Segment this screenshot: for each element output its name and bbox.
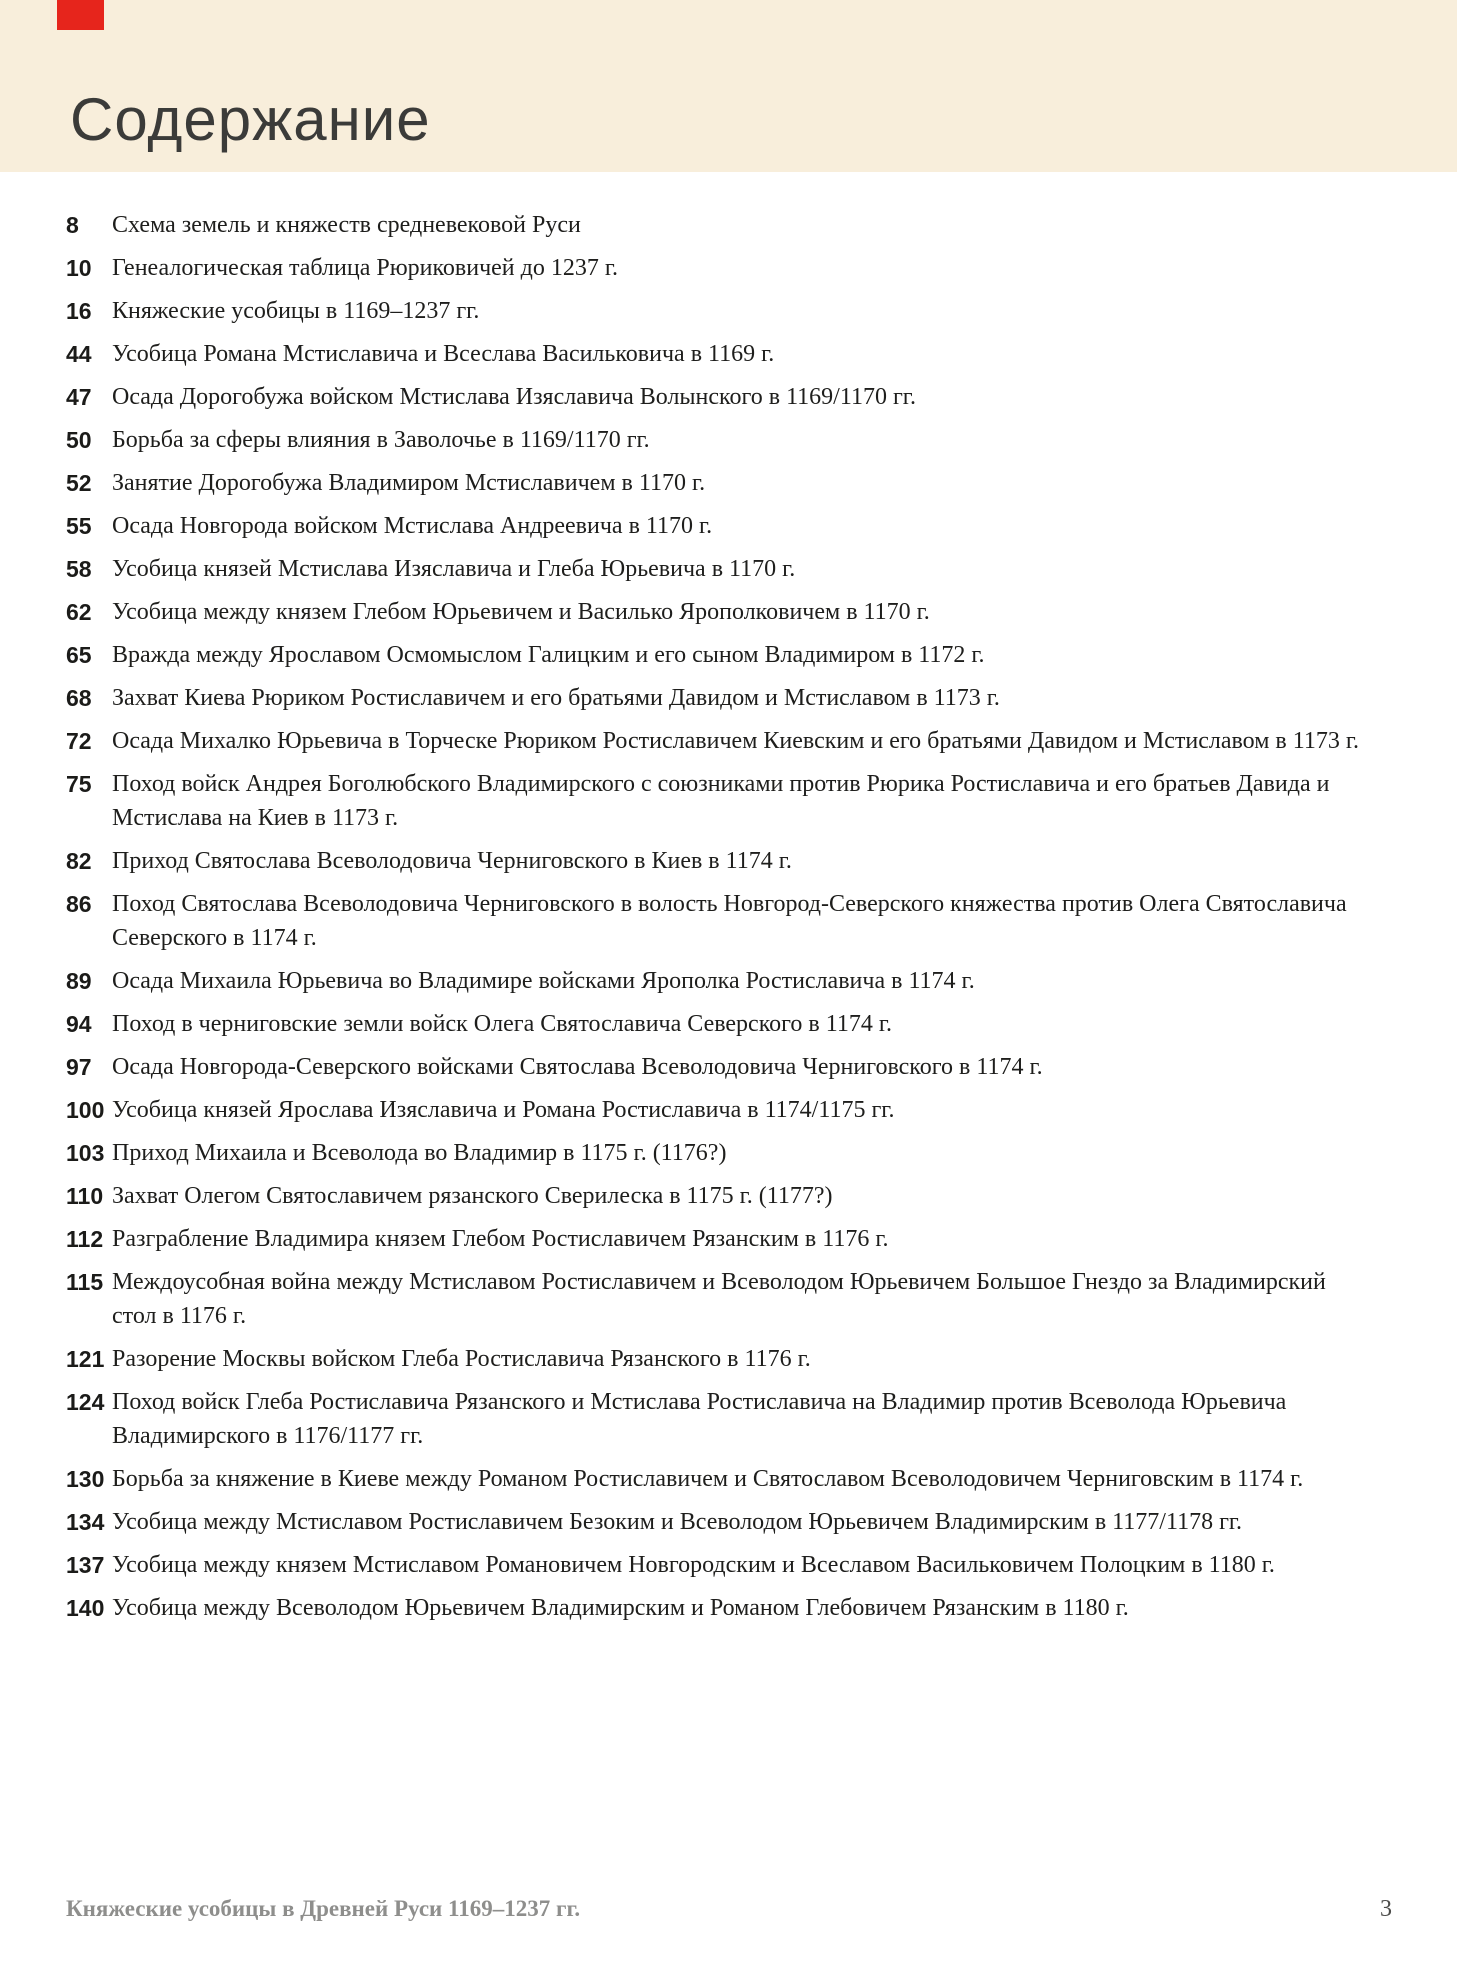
toc-entry	[66, 1093, 1396, 1127]
toc-entry-title: Усобица князей Ярослава Изяславича и Романа Ростиславича в 1174/1175 гг.	[112, 1097, 895, 1123]
toc-entry-page-number: 130	[66, 1466, 105, 1492]
toc-entry-page-number: 44	[66, 341, 92, 367]
toc-entry-page-number: 58	[66, 556, 92, 582]
toc-entry	[66, 1265, 1396, 1333]
toc-entry-title: Приход Михаила и Всеволода во Владимир в 1175 г. (1176?)	[112, 1140, 727, 1166]
toc-entry-title: Княжеские усобицы в 1169–1237 гг.	[112, 298, 480, 324]
toc-entry	[66, 208, 1396, 242]
toc-entry-title: Приход Святослава Всеволодовича Черниговского в Киев в 1174 г.	[112, 848, 792, 874]
toc-entry-page-number: 89	[66, 968, 92, 994]
toc-entry-page-number: 82	[66, 848, 92, 874]
toc-entry	[66, 681, 1396, 715]
toc-entry-page-number: 86	[66, 891, 92, 917]
toc-entry-page-number: 16	[66, 298, 92, 324]
toc-entry	[66, 595, 1396, 629]
toc-entry-page-number: 124	[66, 1389, 105, 1415]
toc-entry	[66, 1136, 1396, 1170]
footer-book-title: Княжеские усобицы в Древней Руси 1169–1237 гг.	[66, 1896, 581, 1921]
toc-entry	[66, 1179, 1396, 1213]
toc-entry-page-number: 52	[66, 470, 92, 496]
toc-entry-title: Усобица между Мстиславом Ростиславичем Безоким и Всеволодом Юрьевичем Владимирским в 1177/1178 гг.	[112, 1509, 1243, 1535]
toc-entry-title: Борьба за сферы влияния в Заволочье в 1169/1170 гг.	[112, 427, 650, 453]
toc-entry-title: Вражда между Ярославом Осмомыслом Галицким и его сыном Владимиром в 1172 г.	[112, 642, 985, 668]
toc-entry-page-number: 55	[66, 513, 92, 539]
toc-entry-page-number: 112	[66, 1226, 104, 1252]
toc-entry	[66, 887, 1396, 955]
toc-entry-title: Усобица Романа Мстиславича и Всеслава Васильковича в 1169 г.	[112, 341, 775, 367]
toc-entry-title: Захват Киева Рюриком Ростиславичем и его братьями Давидом и Мстиславом в 1173 г.	[112, 685, 1000, 711]
toc-entry-page-number: 100	[66, 1097, 105, 1123]
toc-entry-title: Осада Новгорода-Северского войсками Святослава Всеволодовича Черниговского в 1174 г.	[112, 1054, 1043, 1080]
toc-entry	[66, 1222, 1396, 1256]
toc-entry	[66, 294, 1396, 328]
toc-entry-page-number: 50	[66, 427, 92, 453]
toc-entry-title: Разорение Москвы войском Глеба Ростиславича Рязанского в 1176 г.	[112, 1346, 811, 1372]
header-band	[0, 0, 1457, 172]
toc-entry	[66, 1462, 1396, 1496]
page-title: Содержание	[70, 86, 431, 153]
toc-entry-title: Усобица между князем Глебом Юрьевичем и Василько Ярополковичем в 1170 г.	[112, 599, 930, 625]
toc-entry-page-number: 47	[66, 384, 92, 410]
toc-entry-title: Поход войск Глеба Ростиславича Рязанского и Мстислава Ростиславича на Владимир против Всеволода Юрьевича Владимирского в 1176/1177 гг.	[112, 1389, 1287, 1449]
toc-entry-page-number: 134	[66, 1509, 105, 1535]
toc-entry	[66, 844, 1396, 878]
toc-entry-page-number: 97	[66, 1054, 92, 1080]
toc-entry	[66, 552, 1396, 586]
toc-entry-page-number: 140	[66, 1595, 105, 1621]
toc-entry-page-number: 10	[66, 255, 92, 281]
toc-entry	[66, 767, 1396, 835]
toc-entry-title: Междоусобная война между Мстиславом Ростиславичем и Всеволодом Юрьевичем Большое Гнездо за Владимирский стол в 1176 г.	[112, 1269, 1326, 1329]
toc-entry	[66, 1591, 1396, 1625]
toc-entry-title: Осада Михалко Юрьевича в Торческе Рюриком Ростиславичем Киевским и его братьями Давидом и Мстиславом в 1173 г.	[112, 728, 1359, 754]
toc-entry	[66, 466, 1396, 500]
toc-entry-title: Усобица между Всеволодом Юрьевичем Владимирским и Романом Глебовичем Рязанским в 1180 г.	[112, 1595, 1129, 1621]
toc-entry-title: Борьба за княжение в Киеве между Романом Ростиславичем и Святославом Всеволодовичем Черниговским в 1174 г.	[112, 1466, 1304, 1492]
toc-entry-page-number: 103	[66, 1140, 105, 1166]
toc-entry-title: Поход войск Андрея Боголюбского Владимирского с союзниками против Рюрика Ростиславича и его братьев Давида и Мстислава на Киев в 1173 г.	[112, 771, 1330, 831]
toc-entry-title: Поход в черниговские земли войск Олега Святославича Северского в 1174 г.	[112, 1011, 892, 1037]
footer	[66, 1896, 1392, 1923]
toc-entry-page-number: 75	[66, 771, 92, 797]
toc-entry-page-number: 65	[66, 642, 92, 668]
toc-entry-page-number: 121	[66, 1346, 105, 1372]
toc-entry	[66, 964, 1396, 998]
toc-entry-page-number: 72	[66, 728, 92, 754]
toc-entry-page-number: 62	[66, 599, 92, 625]
toc-entry-title: Усобица между князем Мстиславом Романовичем Новгородским и Всеславом Васильковичем Полоцким в 1180 г.	[112, 1552, 1275, 1578]
toc-entry-title: Генеалогическая таблица Рюриковичей до 1237 г.	[112, 255, 618, 281]
toc-entry	[66, 1007, 1396, 1041]
toc-entry-title: Разграбление Владимира князем Глебом Ростиславичем Рязанским в 1176 г.	[112, 1226, 889, 1252]
toc-entry-title: Осада Новгорода войском Мстислава Андреевича в 1170 г.	[112, 513, 713, 539]
toc-entry-title: Усобица князей Мстислава Изяславича и Глеба Юрьевича в 1170 г.	[112, 556, 796, 582]
toc-entry-title: Занятие Дорогобужа Владимиром Мстиславичем в 1170 г.	[112, 470, 706, 496]
toc-entry	[66, 380, 1396, 414]
toc-entry-title: Поход Святослава Всеволодовича Черниговского в волость Новгород-Северского княжества против Олега Святославича Северского в 1174 г.	[112, 891, 1347, 951]
red-corner-tab	[57, 0, 104, 30]
toc-entry	[66, 251, 1396, 285]
toc-entry	[66, 1385, 1396, 1453]
toc-entry-title: Осада Михаила Юрьевича во Владимире войсками Ярополка Ростиславича в 1174 г.	[112, 968, 975, 994]
toc-entry	[66, 337, 1396, 371]
toc-entry-page-number: 137	[66, 1552, 105, 1578]
toc-entry	[66, 638, 1396, 672]
toc-entry	[66, 1505, 1396, 1539]
toc-entry-page-number: 110	[66, 1183, 104, 1209]
toc-entry	[66, 423, 1396, 457]
table-of-contents	[66, 208, 1396, 1634]
toc-entry-title: Захват Олегом Святославичем рязанского Сверилеска в 1175 г. (1177?)	[112, 1183, 833, 1209]
footer-page-number: 3	[1380, 1896, 1392, 1922]
toc-entry-page-number: 115	[66, 1269, 104, 1295]
toc-entry	[66, 1548, 1396, 1582]
toc-entry-page-number: 8	[66, 212, 79, 238]
toc-entry	[66, 724, 1396, 758]
toc-entry-title: Схема земель и княжеств средневековой Руси	[112, 212, 581, 238]
toc-entry-title: Осада Дорогобужа войском Мстислава Изяславича Волынского в 1169/1170 гг.	[112, 384, 916, 410]
toc-entry-page-number: 94	[66, 1011, 92, 1037]
toc-entry	[66, 1342, 1396, 1376]
toc-entry	[66, 1050, 1396, 1084]
toc-entry	[66, 509, 1396, 543]
toc-entry-page-number: 68	[66, 685, 92, 711]
